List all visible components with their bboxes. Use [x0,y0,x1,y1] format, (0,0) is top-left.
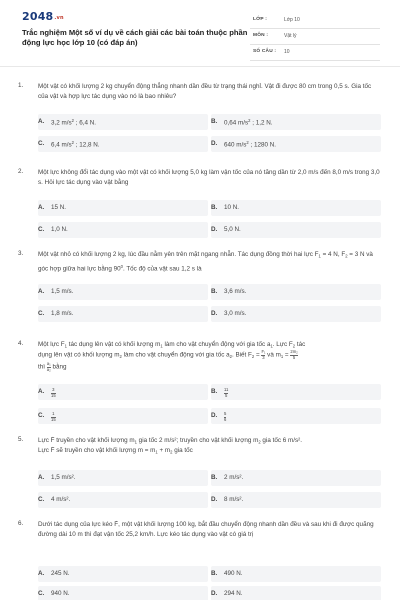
fraction: $\frac{\text{a₁}}{\text{a₂}}$ [46,361,51,372]
question-number: 3. [18,250,24,257]
question-4 [18,340,384,430]
question-number: 5. [18,436,24,443]
choice-c[interactable]: C. 1,0 N. [38,222,208,238]
meta-label: MÔN : [253,33,269,38]
header-divider [0,66,400,67]
choice-a[interactable]: A. 1,5 m/s². [38,470,208,486]
question-number: 2. [18,168,24,175]
choice-text: 1,8 m/s. [51,310,74,317]
choice-text: 1,5 m/s. [51,288,74,295]
choice-text: 2 m/s². [224,474,244,481]
meta-row-subject [250,30,380,45]
question-3 [18,250,384,320]
choice-text: 490 N. [224,570,243,577]
meta-label: SỐ CÂU : [253,49,277,54]
document-title: Trắc nghiệm Một số ví dụ về cách giải các bài toán thuộc phần động lực học lớp 10 (có đáp án) [22,28,248,47]
choice-text: 294 N. [224,590,243,597]
question-number: 4. [18,340,24,347]
choice-text: 3,0 m/s. [224,310,247,317]
meta-value: Lớp 10 [284,17,300,23]
choice-b[interactable]: B. 0,64 $m/s^2$ ; 1,2 N. [211,114,381,130]
choice-text: 1,0 N. [51,226,68,233]
question-text: Một vật có khối lượng 2 kg chuyển động thẳng nhanh dần đều từ trạng thái nghỉ. Vật đi được 80 cm trong 0,5 s. Gia tốc của vật và hợp lực tác dụng vào nó là bao nhiêu? [38,83,372,100]
page-header [0,0,400,66]
choice-text: $\frac{11}{5}$ [224,387,229,398]
question-text: Dưới tác dụng của lực kéo → F, một vật khối lượng 100 kg, bắt đầu chuyển động nhanh dần đều và sau khi đi được quãng đường dài 10 m thì đạt vận tốc 25,2 km/h. Lực kéo tác dụng vào vật có giá trị [38,520,381,540]
choice-text: 640 $m/s^2$ ; 1280 N. [224,140,277,149]
choice-a[interactable]: A. 15 N. [38,200,208,216]
choice-a[interactable]: A. $\frac{3}{15}$ [38,384,208,400]
document-meta [250,14,380,62]
choice-d[interactable]: D. 8 m/s². [211,492,381,508]
choice-c[interactable]: C. 940 N. [38,586,208,600]
choice-c[interactable]: C. 6,4 $m/s^2$ ; 12,8 N. [38,136,208,152]
choice-c[interactable]: C. 1,8 m/s. [38,306,208,322]
choice-text: $\frac{1}{15}$ [51,411,56,422]
choice-text: 0,64 $m/s^2$ ; 1,2 N. [224,118,273,127]
choice-d[interactable]: D. 294 N. [211,586,381,600]
choice-text: 6,4 $m/s^2$ ; 12,8 N. [51,140,100,149]
choice-text: 15 N. [51,204,67,211]
choice-d[interactable]: D. 640 $m/s^2$ ; 1280 N. [211,136,381,152]
choice-c[interactable]: C. 4 m/s². [38,492,208,508]
question-2 [18,168,384,238]
choice-text: 1,5 m/s². [51,474,76,481]
choice-d[interactable]: D. 5,0 N. [211,222,381,238]
choice-a[interactable]: A. 3,2 $m/s^2$ ; 6,4 N. [38,114,208,130]
fraction: $\frac{\text{F₁}}{3}$ [261,349,266,360]
choice-text: 245 N. [51,570,70,577]
question-text: Lực → F truyền cho vật khối lượng $m_1$ gia tốc 2 m/s²; truyền cho vật khối lượng $m_2$ gia tốc 6 m/s². Lực → F sẽ truyền cho vật khối lượng $m = m_1 + m_2$ gia tốc [38,436,381,456]
site-logo[interactable]: 2048.vn [22,10,64,23]
choice-text: 8 m/s². [224,496,244,503]
meta-row-grade [250,14,380,29]
question-1 [18,82,384,152]
choice-text: 10 N. [224,204,240,211]
choice-c[interactable]: C. $\frac{1}{15}$ [38,408,208,424]
choice-text: 5,0 N. [224,226,241,233]
question-5 [18,436,384,508]
choice-a[interactable]: A. 1,5 m/s. [38,284,208,300]
choice-text: 4 m/s². [51,496,71,503]
question-number: 1. [18,82,24,89]
question-text: Một lực $F_1$ tác dụng lên vật có khối lượng $m_1$ làm cho vật chuyển động với gia tốc $a_1$. Lực $F_2$ tác dụng lên vật có khối lượng $m_2$ làm cho vật chuyển động với gia tốc $a_2$. Biết $F_2$ = $\frac{\text{F₁}}{3}$ và $m_1$ = $\frac{\text{2m₂}}{5}$ thì $\frac{\text{a₁}}{\text{a₂}}$ bằng [38,341,306,372]
choice-text: 3,6 m/s. [224,288,247,295]
meta-label: LỚP : [253,17,268,22]
choice-b[interactable]: B. 2 m/s². [211,470,381,486]
question-text: Một vật nhỏ có khối lượng 2 kg, lúc đầu nằm yên trên mặt ngang nhẵn. Tác dụng đồng thời hai lực $F_1 = 4$ N, $F_2 = 3$ N và góc hợp giữa hai lực bằng $90^0$. Tốc độ của vật sau 1,2 s là [38,251,373,272]
choice-text: 940 N. [51,590,70,597]
choice-b[interactable]: B. 10 N. [211,200,381,216]
choice-b[interactable]: B. $\frac{11}{5}$ [211,384,381,400]
choice-text: $\frac{5}{6}$ [224,411,227,422]
choice-a[interactable]: A. 245 N. [38,566,208,582]
question-text: Một lực không đổi tác dụng vào một vật có khối lượng 5,0 kg làm vận tốc của nó tăng dần từ 2,0 m/s đến 8,0 m/s trong 3,0 s. Hỏi lực tác dụng vào vật bằng [38,169,380,186]
choice-d[interactable]: D. $\frac{5}{6}$ [211,408,381,424]
meta-value: 10 [284,49,290,55]
choice-b[interactable]: B. 490 N. [211,566,381,582]
choice-b[interactable]: B. 3,6 m/s. [211,284,381,300]
choice-text: $\frac{3}{15}$ [51,387,56,398]
question-number: 6. [18,520,24,527]
question-6 [18,520,384,600]
choice-d[interactable]: D. 3,0 m/s. [211,306,381,322]
choice-text: 3,2 $m/s^2$ ; 6,4 N. [51,118,97,127]
meta-row-count [250,46,380,61]
fraction: $\frac{\text{2m₂}}{5}$ [290,349,298,360]
meta-value: Vật lý [284,33,297,39]
